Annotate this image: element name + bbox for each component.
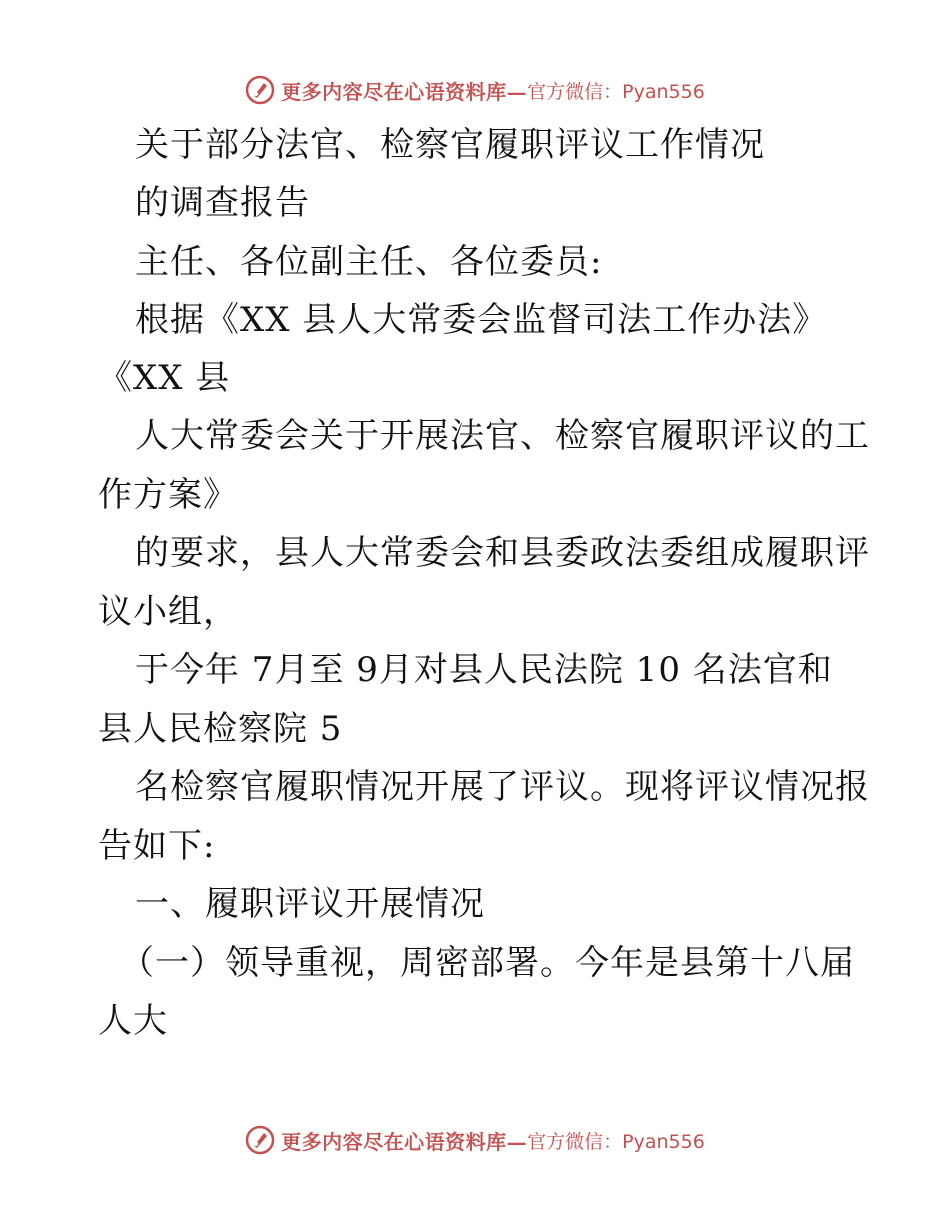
doc-line: 名检察官履职情况开展了评议。现将评议情况报 [135,767,870,807]
doc-line: 县人民检察院 5 [98,709,343,749]
banner-text: 更多内容尽在心语资料库— [281,79,528,104]
banner-wechat: 官方微信：Pyan556 [527,80,705,103]
header-watermark-banner [0,70,950,110]
doc-title-line-1: 关于部分法官、检察官履职评议工作情况 [135,125,765,165]
doc-line: 作方案》 [98,475,238,515]
doc-line: 于今年 7月至 9月对县人民法院 10 名法官和 [135,650,833,690]
footer-watermark-banner [0,1120,950,1160]
banner-text: 更多内容尽在心语资料库— [281,1129,528,1154]
doc-line: 人大 [98,1001,168,1041]
doc-section-heading: 一、履职评议开展情况 [135,884,485,924]
pen-nib-logo-icon [245,1125,275,1155]
doc-title-line-2: 的调查报告 [135,183,310,223]
doc-line: 议小组， [98,592,238,632]
pen-nib-logo-icon [245,75,275,105]
banner-wechat: 官方微信：Pyan556 [527,1130,705,1153]
doc-line: 《XX 县 [98,358,231,398]
doc-line: 告如下: [98,826,216,866]
doc-line: 人大常委会关于开展法官、检察官履职评议的工 [135,416,870,456]
doc-subsection-heading: （一）领导重视，周密部署。今年是县第十八届 [120,943,855,983]
doc-line: 根据《XX 县人大常委会监督司法工作办法》 [135,300,828,340]
doc-salutation: 主任、各位副主任、各位委员: [135,242,603,282]
doc-line: 的要求，县人大常委会和县委政法委组成履职评 [135,533,870,573]
